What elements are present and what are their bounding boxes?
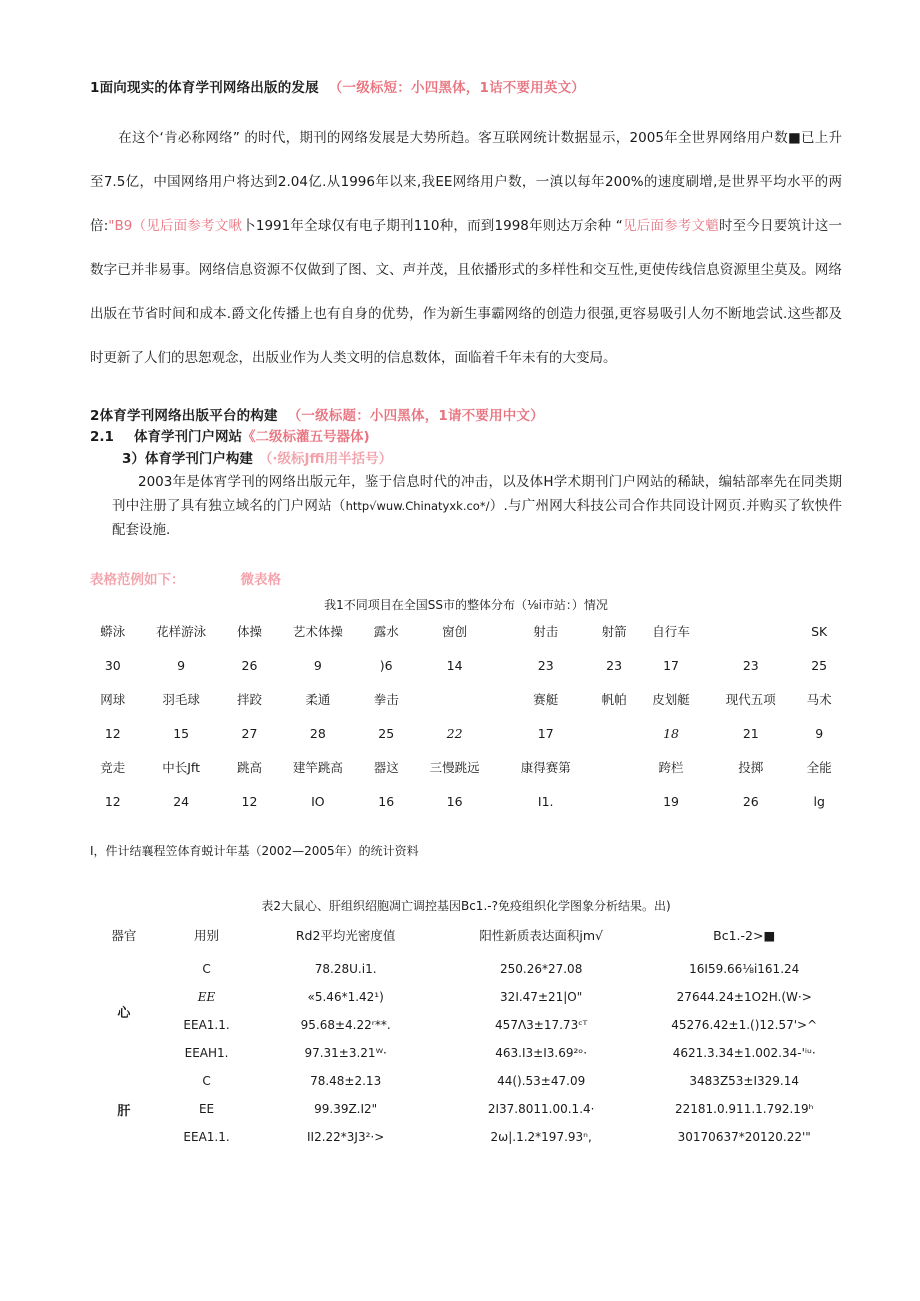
table-row-header bbox=[90, 750, 842, 784]
table-cell: 自行车 bbox=[652, 624, 690, 639]
table-cell-value: 3483Z53±I329.14 bbox=[689, 1074, 800, 1088]
table-cell bbox=[591, 750, 637, 784]
section-2-heading bbox=[90, 406, 842, 426]
table-cell: 康得赛第 bbox=[520, 760, 571, 775]
table-cell-organ: 心 bbox=[117, 1005, 131, 1021]
table-cell: 30 bbox=[104, 657, 121, 673]
section-2-1-item-heading bbox=[90, 448, 842, 470]
table-row bbox=[90, 716, 842, 750]
table-cell: 窗创 bbox=[442, 624, 468, 639]
section-1-paragraph bbox=[90, 116, 842, 380]
table-cell: 露水 bbox=[373, 624, 399, 639]
table-cell: 体操 bbox=[237, 624, 263, 639]
section-2-1-text: 体育学刊门户网站 bbox=[134, 429, 242, 445]
section-2-1-annotation: 《二级标灌五号器体) bbox=[242, 429, 370, 445]
table-cell: 跨栏 bbox=[658, 760, 684, 775]
table-cell-value: 78.28U.i1. bbox=[314, 962, 377, 976]
table-cell: 24 bbox=[173, 793, 190, 809]
table-cell: 拳击 bbox=[373, 692, 399, 707]
table-cell-group: EE bbox=[197, 990, 216, 1004]
table-cell: 射击 bbox=[533, 624, 559, 639]
table-cell-value: 4621.3.34±1.002.34-'ⁱᵘ· bbox=[672, 1046, 816, 1060]
table-1-caption: 我1不同项目在全国SS市的整体分布（⅛i市站：）情况 bbox=[324, 598, 608, 612]
table-row-header bbox=[90, 682, 842, 716]
section-2-1-number: 2.1 bbox=[90, 429, 114, 445]
table-2 bbox=[90, 915, 842, 1151]
table-cell-value: 95.68±4.22ʳ**. bbox=[300, 1018, 391, 1032]
section-2-body-text: 2003年是体宵学刊的网络出版元年，鉴于信息时代的冲击，以及体H学术期刊门户网站的稀缺，编轱部率先在同类期刊中注册了具有独立域名的门户网站（ bbox=[112, 474, 842, 514]
table-2-caption: 表2大鼠心、肝组织绍胞凋亡调控基因Bc1.-?免疫组织化学图象分析结果。出) bbox=[261, 899, 671, 913]
table-cell: 蟒泳 bbox=[100, 624, 126, 639]
table-cell: 23 bbox=[606, 657, 623, 673]
table-cell: 22 bbox=[446, 725, 463, 741]
table-cell: 建竿跳高 bbox=[292, 760, 343, 775]
table-cell: 15 bbox=[173, 725, 190, 741]
table-cell-value: 45276.42±1.()12.57'>^ bbox=[671, 1018, 818, 1032]
section-2-body-tail: ）.与广州网大科技公司合作共同设计网页.并购买了软怏件配套设施. bbox=[112, 498, 842, 538]
section-1-heading-text: 1面向现实的体育学刊网络出版的发展 bbox=[90, 80, 319, 96]
table-cell-value: 32I.47±21|O" bbox=[500, 990, 583, 1004]
table-column-header: 阳性新质表达面积jm√ bbox=[479, 928, 603, 943]
table-cell: 19 bbox=[663, 793, 679, 809]
section-1-heading bbox=[90, 78, 842, 98]
document-content bbox=[90, 78, 842, 1151]
table-cell: 9 bbox=[177, 657, 186, 673]
table-cell: 赛艇 bbox=[533, 692, 559, 707]
table-cell: IO bbox=[311, 793, 325, 809]
table-cell-group: C bbox=[202, 1074, 211, 1088]
table-cell: )6 bbox=[379, 657, 393, 673]
table-row bbox=[90, 784, 842, 818]
table-cell-value: 30170637*20120.22'" bbox=[677, 1130, 811, 1144]
reference-link-2: 见后面参考文魈 bbox=[622, 218, 719, 234]
table-cell: I1. bbox=[537, 793, 554, 809]
table-cell-value: 16I59.66⅛i161.24 bbox=[689, 962, 800, 976]
section-2-body bbox=[90, 470, 842, 542]
table-cell: 14 bbox=[446, 657, 463, 673]
table-cell: 艺术体操 bbox=[292, 624, 343, 639]
reference-link-1: 见后面参考文啾 bbox=[146, 218, 243, 234]
table-sample-label-left: 表格范例如下： bbox=[90, 572, 185, 588]
table-cell: 柔通 bbox=[305, 692, 331, 707]
table-cell: 18 bbox=[663, 725, 679, 741]
table-cell-group: EE bbox=[198, 1102, 215, 1116]
table-cell-value: 463.I3±I3.69²ᵒ· bbox=[495, 1046, 588, 1060]
table-cell-value: 97.31±3.21ᵂ· bbox=[304, 1046, 387, 1060]
table-cell: 17 bbox=[663, 657, 679, 673]
table-cell-value: 99.39Z.I2" bbox=[314, 1102, 378, 1116]
table-cell-value: 2ω|.1.2*197.93ⁿ, bbox=[490, 1130, 592, 1144]
table-cell: 帆帕 bbox=[601, 692, 627, 707]
table-cell-value: II2.22*3J3²·> bbox=[307, 1130, 385, 1144]
table-cell: 9 bbox=[313, 657, 322, 673]
table-cell: 拌跤 bbox=[237, 692, 263, 707]
section-2-1-item-text: 3）体育学刊门户构建 bbox=[122, 451, 253, 467]
table-cell-value: 250.26*27.08 bbox=[499, 962, 583, 976]
table-cell: 三慢跳远 bbox=[429, 760, 480, 775]
table-cell-value: «5.46*1.42¹) bbox=[307, 990, 384, 1004]
table-cell: lg bbox=[813, 793, 825, 809]
table-column-header: Rd2平均光密度值 bbox=[295, 928, 396, 943]
table-cell-value: 22181.0.911.1.792.19ʰ bbox=[674, 1102, 814, 1116]
table-row-header bbox=[90, 614, 842, 648]
table-cell: 竞走 bbox=[100, 760, 126, 775]
table-cell-value: 78.48±2.13 bbox=[310, 1074, 382, 1088]
table-cell: 12 bbox=[104, 793, 121, 809]
paragraph-part-3: 时至今日要筑计这一数字已并非易事。网络信息资源不仅做到了图、文、声并茂，且依播形式的多样性和交互性,更使传线信息资源里尘莫及。网络出版在节省时间和成本.爵文化传播上也有自身的优势，作为新生事霸网络的创造力很强,更容易吸引人勿不断地尝试.这些都及时更新了人们的思恕观念，出版业作为人类文明的信息数体，面临着千年未有的大变局。 bbox=[90, 218, 843, 366]
table-row bbox=[90, 983, 842, 1011]
table-sample-label-right: 微表格 bbox=[240, 572, 281, 588]
table-cell-group: EEA1.1. bbox=[183, 1130, 230, 1144]
table-cell: 9 bbox=[815, 725, 824, 741]
table-sample-label bbox=[90, 568, 842, 588]
table-cell bbox=[591, 716, 637, 750]
paragraph-part-2: 卜1991年全球仅有电子期刊110种，而到1998年则达万余种 “ bbox=[242, 218, 623, 234]
section-2-heading-annotation: （一级标题：小四黑体，1请不要用中文） bbox=[287, 408, 544, 424]
table-cell: 12 bbox=[104, 725, 121, 741]
table-cell: 25 bbox=[811, 657, 828, 673]
table-cell bbox=[591, 784, 637, 818]
section-2-1-heading bbox=[90, 426, 842, 448]
table-cell: 27 bbox=[241, 725, 258, 741]
table-row bbox=[90, 1011, 842, 1039]
table-cell: 器这 bbox=[373, 760, 399, 775]
table-cell: 投掷 bbox=[738, 760, 764, 775]
table-row bbox=[90, 1067, 842, 1095]
table-cell: 25 bbox=[378, 725, 395, 741]
table-cell: 26 bbox=[742, 793, 759, 809]
section-2-heading-text: 2体育学刊网络出版平台的构建 bbox=[90, 408, 278, 424]
table-row bbox=[90, 1123, 842, 1151]
table-row-header bbox=[90, 915, 842, 955]
table-cell: 网球 bbox=[100, 692, 126, 707]
table-row bbox=[90, 955, 842, 983]
portal-url[interactable]: http√wuw.Chinatyxk.co*/ bbox=[345, 499, 490, 513]
table-cell: 花样游泳 bbox=[156, 624, 207, 639]
table-column-header: 用别 bbox=[194, 928, 220, 943]
table-cell: 23 bbox=[537, 657, 554, 673]
section-1-heading-annotation: （一级标短：小四黑体，1诘不要用英文） bbox=[328, 80, 585, 96]
table-row bbox=[90, 1039, 842, 1067]
table-cell: 羽毛球 bbox=[162, 692, 200, 707]
table-cell-group: EEA1.1. bbox=[183, 1018, 230, 1032]
table-row bbox=[90, 1095, 842, 1123]
table-column-header: Bc1.-2>■ bbox=[713, 927, 776, 943]
table-1-footnote: I，件计结襄程笠体育蜕计年基（2002—2005年）的统计资料 bbox=[90, 844, 419, 858]
table-cell-value: 457Λ3±17.73ᶜᵀ bbox=[495, 1018, 588, 1032]
section-2-1-item-annotation: （·级标Jffi用半括号） bbox=[258, 451, 393, 467]
table-cell: 射箭 bbox=[601, 624, 627, 639]
table-cell-value: 27644.24±1O2H.(W·> bbox=[676, 990, 812, 1004]
table-cell: 现代五项 bbox=[725, 692, 776, 707]
table-cell-group: C bbox=[202, 962, 211, 976]
table-row bbox=[90, 648, 842, 682]
table-cell: 全能 bbox=[806, 760, 832, 775]
table-cell-organ: 肝 bbox=[117, 1103, 131, 1119]
table-cell: 马术 bbox=[806, 692, 832, 707]
table-1 bbox=[90, 614, 842, 818]
table-cell: 跳高 bbox=[237, 760, 263, 775]
paragraph-part-1: 在这个‘肯必称网络” 的时代，期刊的网络发展是大势所趋。客互联网统计数据显示，2005年全世界网络用户数■已上升至7.5亿，中国网络用户将达到2.04亿.从1996年以来,我EE网络用户数，一滇以每年200%的速度刷增,是世界平均水平的两倍: bbox=[90, 130, 842, 234]
table-cell: 21 bbox=[742, 725, 759, 741]
table-cell: 28 bbox=[309, 725, 326, 741]
table-cell bbox=[409, 682, 500, 716]
table-column-header: 器官 bbox=[111, 928, 137, 943]
table-cell bbox=[705, 614, 796, 648]
table-cell: 23 bbox=[742, 657, 759, 673]
table-cell: 中长Jft bbox=[162, 760, 201, 775]
reference-marker-1-prefix: "B9（ bbox=[108, 218, 147, 234]
table-cell-value: 2I37.8011.00.1.4· bbox=[487, 1102, 595, 1116]
table-cell: SK bbox=[811, 623, 828, 639]
table-cell-group: EEAH1. bbox=[184, 1046, 229, 1060]
table-cell: 16 bbox=[378, 793, 395, 809]
table-cell-value: 44().53±47.09 bbox=[497, 1074, 586, 1088]
table-cell: 12 bbox=[241, 793, 258, 809]
table-cell: 16 bbox=[446, 793, 463, 809]
table-cell: 皮划艇 bbox=[652, 692, 690, 707]
table-cell: 26 bbox=[241, 657, 258, 673]
table-cell: 17 bbox=[537, 725, 554, 741]
